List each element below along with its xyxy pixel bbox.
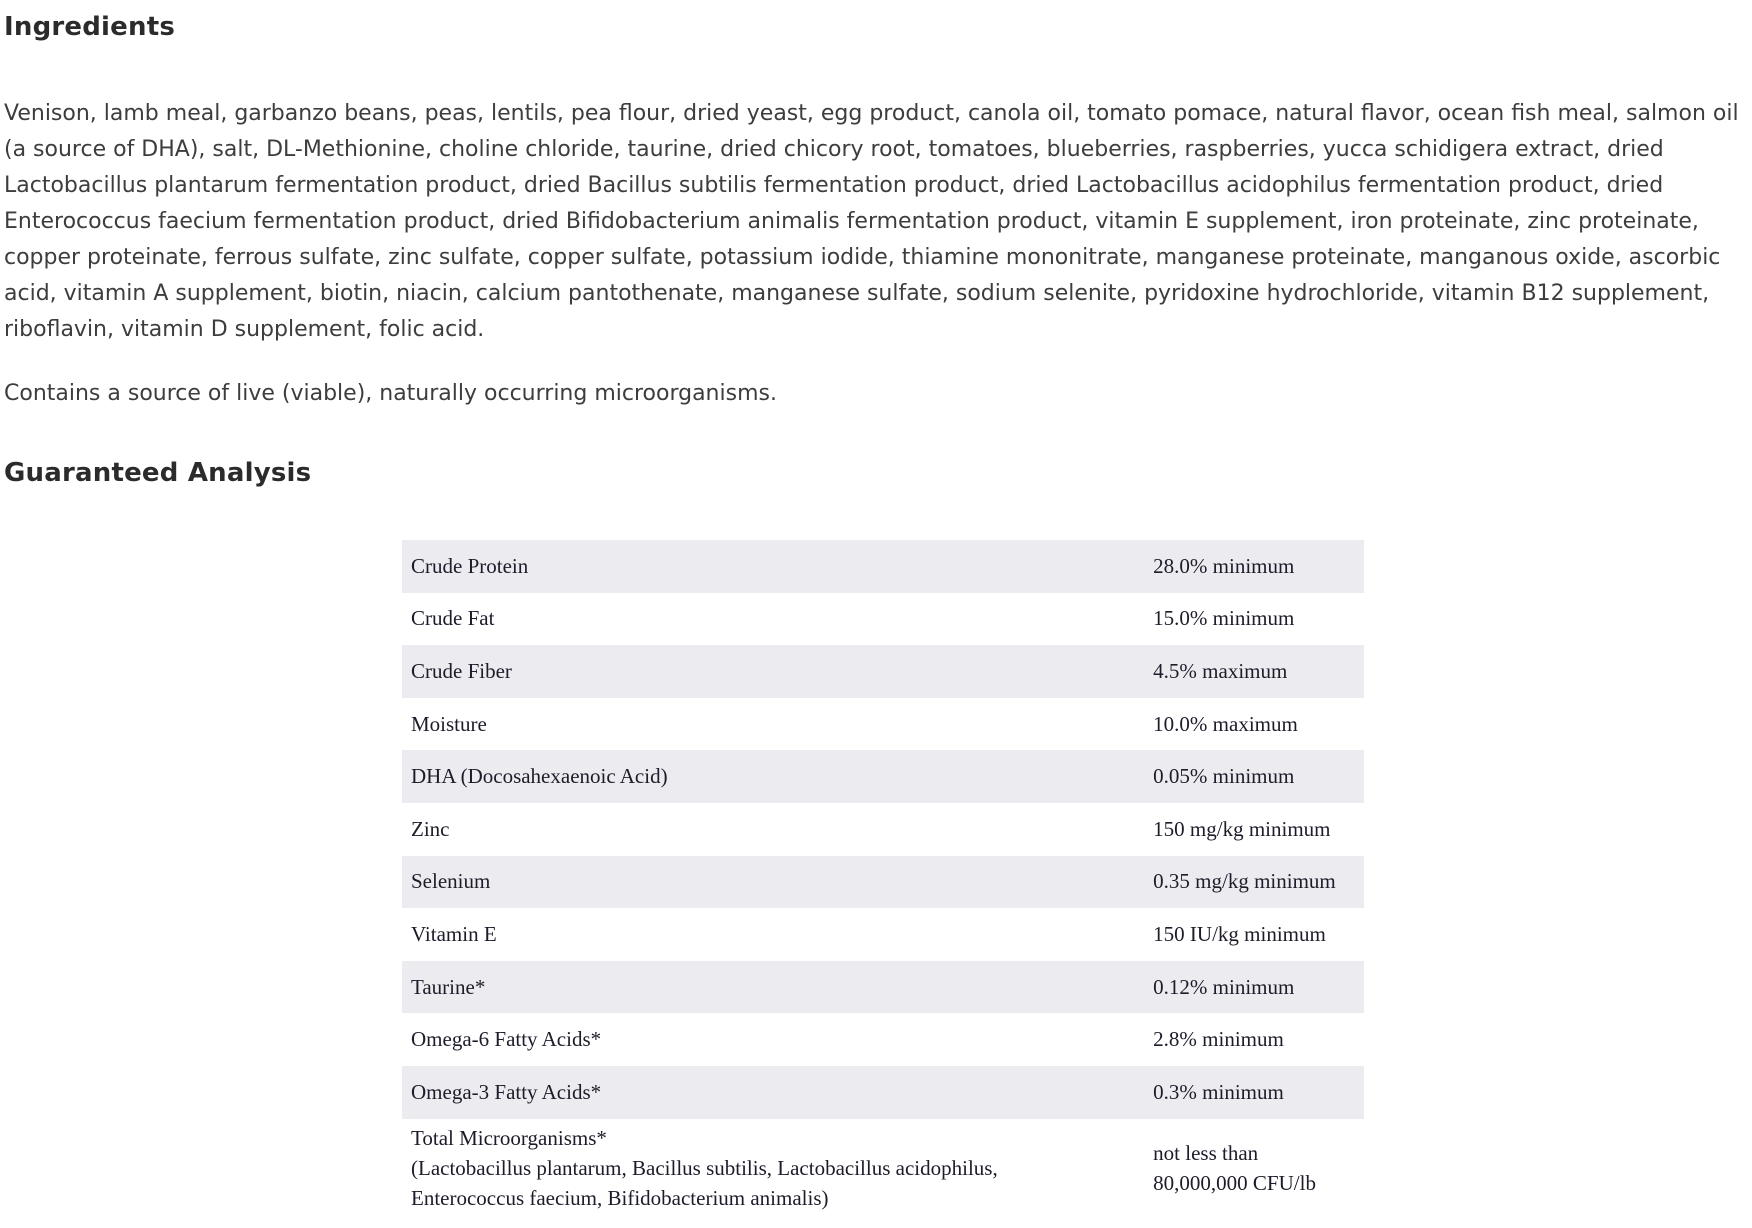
ingredients-heading: Ingredients (4, 12, 176, 42)
nutrient-name: Vitamin E (411, 921, 497, 946)
table-row (402, 803, 1364, 856)
nutrient-amount-line: not less than (1153, 1140, 1259, 1165)
nutrient-amount: 150 IU/kg minimum (1153, 921, 1326, 946)
nutrient-name: Taurine* (402, 961, 1144, 1014)
table-row (402, 645, 1364, 698)
nutrient-amount: 0.35 mg/kg minimum (1144, 856, 1364, 909)
table-row (402, 856, 1364, 909)
table-row (402, 908, 1364, 961)
nutrient-name: Crude Fat (411, 606, 495, 631)
guaranteed-analysis-table (402, 540, 1364, 1217)
table-row (402, 1013, 1364, 1066)
nutrient-amount: 28.0% minimum (1144, 540, 1364, 593)
nutrient-name (402, 1119, 1144, 1217)
nutrient-amount: 0.3% minimum (1144, 1066, 1364, 1119)
nutrient-amount: 150 mg/kg minimum (1153, 816, 1331, 841)
ingredients-list: Venison, lamb meal, garbanzo beans, peas, lentils, pea flour, dried yeast, egg product, canola oil, tomato pomace, natural flavor, ocean fish meal, salmon oil (a source of DHA), salt, DL-Methionine, choline chloride, taurine, dried chicory root, tomatoes, blueberries, raspberries, yucca schidigera extract, dried Lactobacillus plantarum fermentation product, dried Bacillus subtilis fermentation product, dried Lactobacillus acidophilus fermentation product, dried Enterococcus faecium fermentation product, dried Bifidobacterium animalis fermentation product, vitamin E supplement, iron proteinate, zinc proteinate, copper proteinate, ferrous sulfate, zinc sulfate, copper sulfate, potassium iodide, thiamine mononitrate, manganese proteinate, manganous oxide, ascorbic acid, vitamin A supplement, biotin, niacin, calcium pantothenate, manganese sulfate, sodium selenite, pyridoxine hydrochloride, vitamin B12 supplement, riboflavin, vitamin D supplement, folic acid. (4, 101, 1739, 342)
table-row-microorganisms (402, 1119, 1364, 1217)
nutrient-amount: 10.0% maximum (1153, 711, 1298, 736)
table-row (402, 750, 1364, 803)
nutrient-name: Zinc (411, 816, 450, 841)
nutrient-name: Omega-6 Fatty Acids* (411, 1027, 602, 1052)
nutrient-name-line: Total Microorganisms* (411, 1125, 607, 1150)
nutrient-amount: 15.0% minimum (1153, 606, 1295, 631)
nutrient-name-line: Enterococcus faecium, Bifidobacterium animalis) (411, 1185, 829, 1210)
nutrient-amount-line: 80,000,000 CFU/lb (1153, 1170, 1316, 1195)
table-row (402, 1066, 1364, 1119)
microorganisms-note: Contains a source of live (viable), naturally occurring microorganisms. (4, 381, 777, 406)
nutrient-amount: 4.5% maximum (1144, 645, 1364, 698)
nutrient-name: Crude Fiber (402, 645, 1144, 698)
nutrient-name: Crude Protein (402, 540, 1144, 593)
nutrient-amount: 0.12% minimum (1144, 961, 1364, 1014)
nutrient-amount (1144, 1119, 1364, 1217)
table-row (402, 593, 1364, 646)
nutrient-name-line: (Lactobacillus plantarum, Bacillus subtilis, Lactobacillus acidophilus, (411, 1155, 998, 1180)
nutrient-name: DHA (Docosahexaenoic Acid) (402, 750, 1144, 803)
nutrient-name: Moisture (411, 711, 487, 736)
table-row (402, 698, 1364, 751)
nutrient-name: Selenium (402, 856, 1144, 909)
nutrient-amount: 0.05% minimum (1144, 750, 1364, 803)
nutrient-amount: 2.8% minimum (1153, 1027, 1284, 1052)
table-row (402, 961, 1364, 1014)
nutrient-name: Omega-3 Fatty Acids* (402, 1066, 1144, 1119)
guaranteed-analysis-heading: Guaranteed Analysis (4, 458, 312, 488)
table-row (402, 540, 1364, 593)
